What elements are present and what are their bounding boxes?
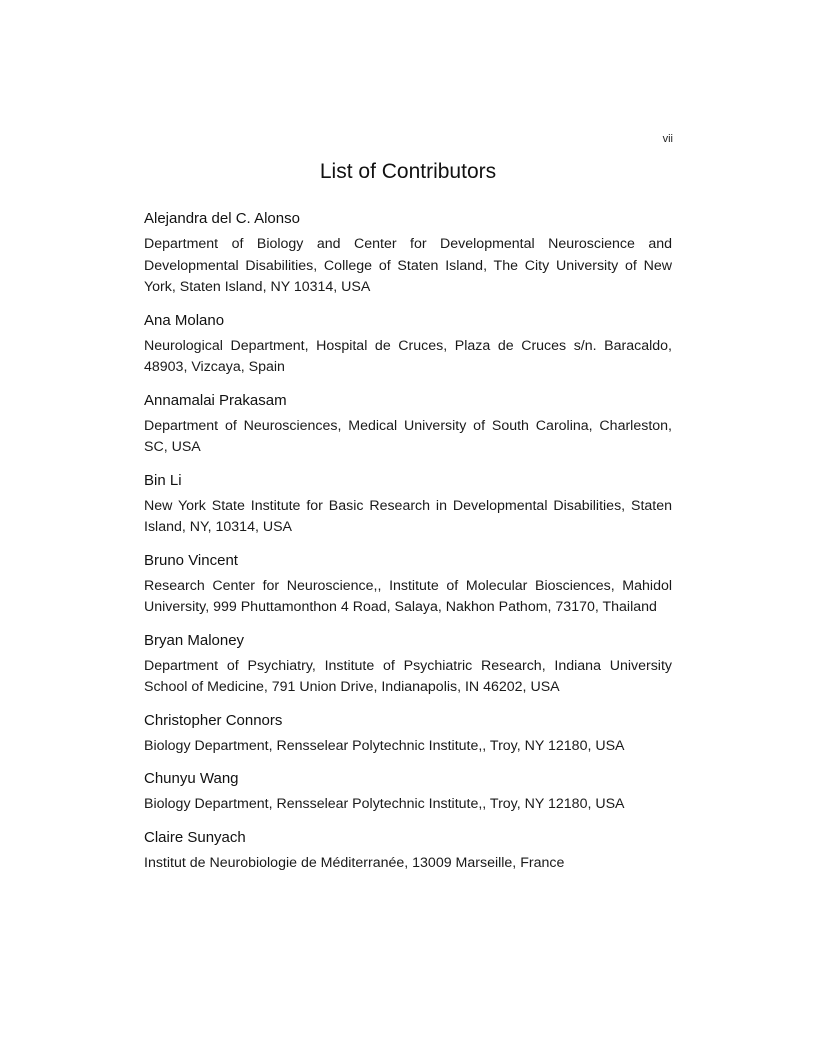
contributor-name: Christopher Connors [144, 711, 283, 729]
contributor-name: Bruno Vincent [144, 551, 238, 569]
contributor-affiliation: Research Center for Neuroscience,, Institute of Molecular Biosciences, Mahidol University, 999 Phuttamonthon 4 Road, Salaya, Nakhon Pathom, 73170, Thailand [144, 577, 672, 615]
contributor-name: Ana Molano [144, 311, 225, 329]
contributor-affiliation: Department of Psychiatry, Institute of Psychiatric Research, Indiana University School of Medicine, 791 Union Drive, Indianapolis, IN 46202, USA [144, 657, 672, 695]
contributor-entry [144, 390, 672, 459]
contributor-entry [144, 470, 672, 539]
contributor-affiliation: New York State Institute for Basic Research in Developmental Disabilities, Staten Island, NY, 10314, USA [144, 497, 672, 535]
contributor-entry [144, 768, 672, 816]
page-number: vii [662, 133, 673, 145]
contributor-affiliation: Neurological Department, Hospital de Cruces, Plaza de Cruces s/n. Baracaldo, 48903, Vizcaya, Spain [144, 337, 672, 375]
contributor-name: Chunyu Wang [144, 770, 239, 787]
contributor-affiliation: Department of Biology and Center for Developmental Neuroscience and Developmental Disabilities, College of Staten Island, The City University of New York, Staten Island, NY 10314, USA [144, 236, 672, 295]
contributor-name: Bryan Maloney [144, 631, 245, 649]
page-title: List of Contributors [319, 160, 497, 183]
contributor-entry [144, 630, 672, 699]
contributor-name: Alejandra del C. Alonso [144, 210, 300, 227]
contributor-affiliation: Biology Department, Rensselear Polytechnic Institute,, Troy, NY 12180, USA [144, 737, 625, 754]
contributor-entry [144, 550, 672, 619]
contributor-name: Bin Li [144, 471, 182, 489]
contributor-entry [144, 827, 672, 875]
contributor-name: Claire Sunyach [144, 828, 246, 846]
contributor-entry [144, 710, 672, 758]
contributor-entry [144, 310, 672, 379]
contributor-list [144, 208, 672, 885]
contributor-affiliation: Institut de Neurobiologie de Méditerranée, 13009 Marseille, France [144, 854, 565, 871]
contributor-affiliation: Department of Neurosciences, Medical University of South Carolina, Charleston, SC, USA [144, 417, 672, 455]
contributor-name: Annamalai Prakasam [144, 391, 287, 409]
contributor-entry [144, 208, 672, 299]
contributor-affiliation: Biology Department, Rensselear Polytechnic Institute,, Troy, NY 12180, USA [144, 796, 625, 812]
